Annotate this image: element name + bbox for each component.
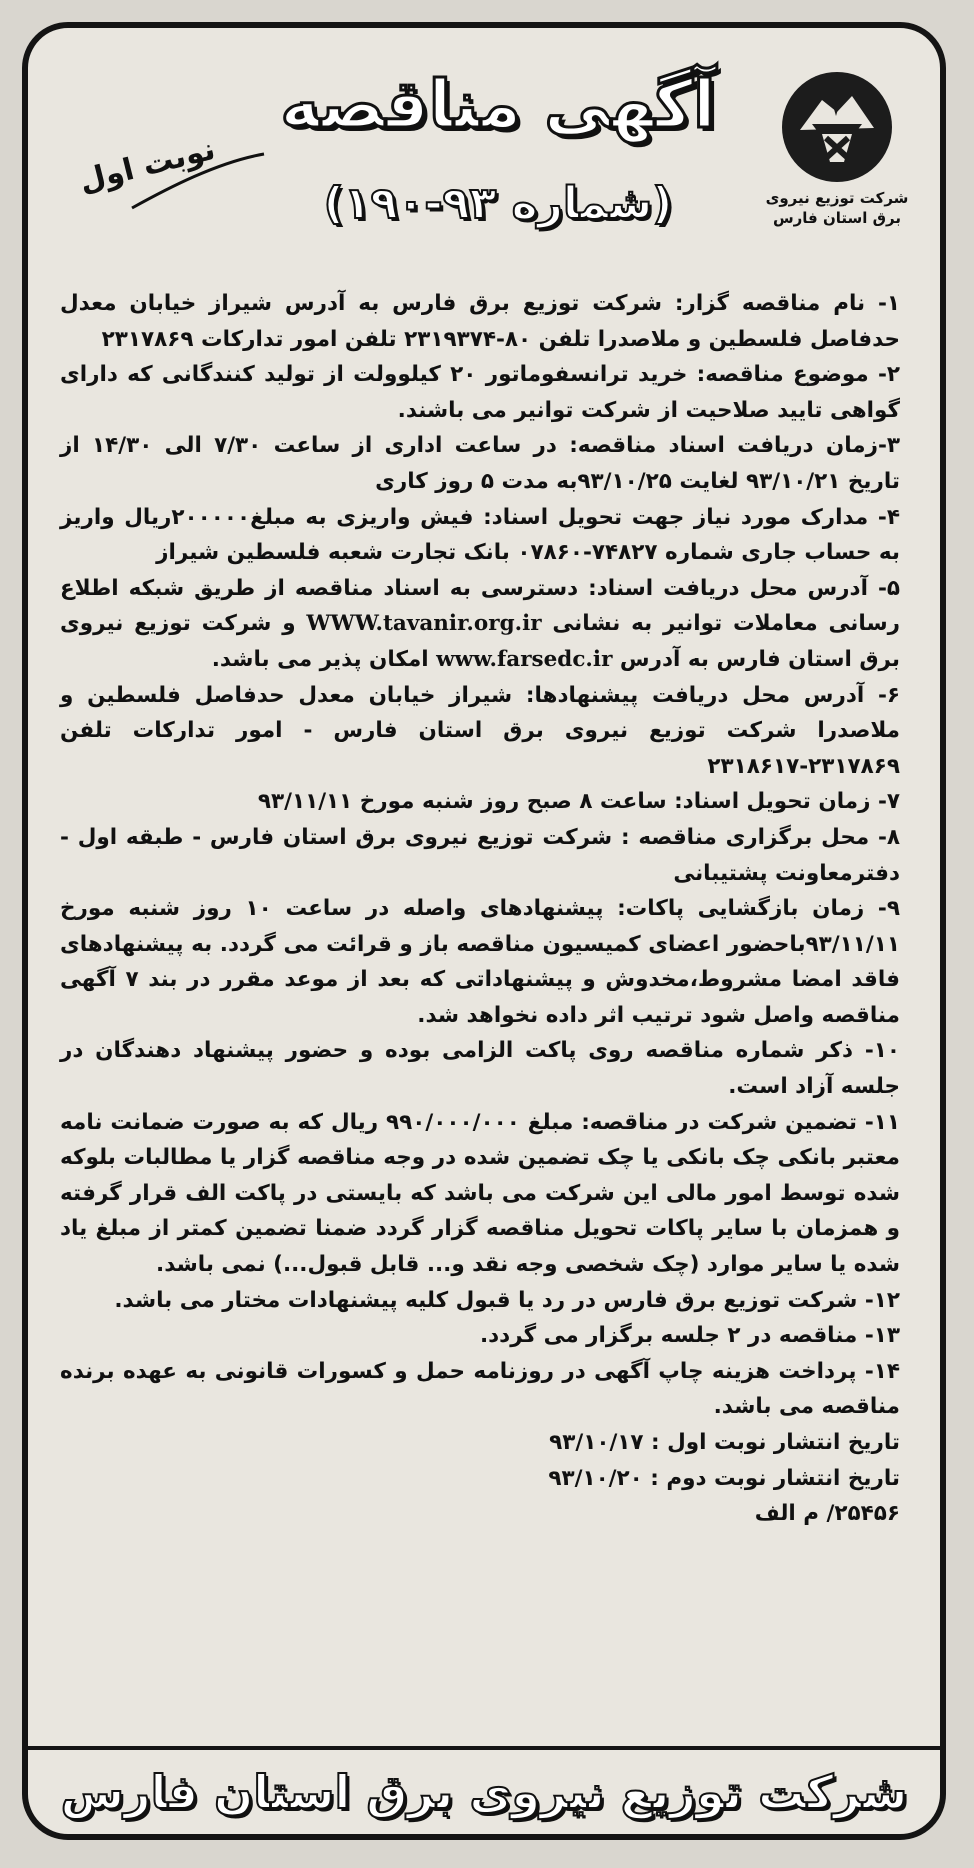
notice-title: آگهی مناقصه [280, 66, 716, 143]
publish-date-second: تاریخ انتشار نوبت دوم : ۹۳/۱۰/۲۰ [548, 1465, 900, 1491]
item-5-part1: ۵- آدرس محل دریافت اسناد: دسترسی به اسناد مناقصه از طریق شبکه اطلاع رسانی معاملات توانیر به نشانی [60, 575, 900, 637]
notice-number: (شماره ۹۳-۱۹۰) [323, 178, 673, 229]
round-underline [128, 148, 268, 218]
item-3: ۳-زمان دریافت اسناد مناقصه: در ساعت اداری از ساعت ۷/۳۰ الی ۱۴/۳۰ از تاریخ ۹۳/۱۰/۲۱ لغایت ۹۳/۱۰/۲۵به مدت ۵ روز کاری [60, 433, 900, 494]
item-6: ۶- آدرس محل دریافت پیشنهادها: شیراز خیابان معدل حدفاصل فلسطین و ملاصدرا شرکت توزیع نیروی برق استان فارس - امور تدارکات تلفن ۲۳۱۷۸۶۹-۲۳۱۸۶۱۷ [60, 682, 900, 779]
item-5 [60, 571, 900, 678]
item-12: ۱۲- شرکت توزیع برق فارس در رد یا قبول کلیه پیشنهادات مختار می باشد. [114, 1287, 900, 1313]
item-7: ۷- زمان تحویل اسناد: ساعت ۸ صبح روز شنبه مورخ ۹۳/۱۱/۱۱ [257, 789, 900, 815]
item-5-part2: و شرکت توزیع نیروی برق استان فارس به آدرس [60, 611, 900, 672]
notice-frame [22, 22, 946, 1840]
logo-caption [762, 188, 912, 228]
item-11: ۱۱- تضمین شرکت در مناقصه: مبلغ ۹۹۰/۰۰۰/۰۰۰ ریال که به صورت ضمانت نامه معتبر بانکی چک بانکی یا چک تضمین شده در وجه مناقصه گزار یا مطالبات بلوکه شده توسط امور مالی این شرکت می باشد که بایستی در پاکت الف قرار گرفته و همزمان با سایر پاکات تحویل مناقصه گزار گردد ضمنا تضمین کمتر از مبلغ یاد شده یا سایر موارد (چک شخصی وجه نقد و... قابل قبول...) نمی باشد. [60, 1109, 901, 1278]
logo-caption-line2: برق استان فارس [772, 209, 902, 227]
company-logo [782, 72, 892, 182]
item-8: ۸- محل برگزاری مناقصه : شرکت توزیع نیروی برق استان فارس - طبقه اول - دفترمعاونت پشتیبانی [60, 824, 900, 886]
item-13: ۱۳- مناقصه در ۲ جلسه برگزار می گردد. [479, 1323, 900, 1349]
reference-number: ۲۵۴۵۶/ م الف [754, 1501, 900, 1527]
item-1: ۱- نام مناقصه گزار: شرکت توزیع برق فارس به آدرس شیراز خیابان معدل حدفاصل فلسطین و ملاصدرا تلفن ۸۰-۲۳۱۹۳۷۴ تلفن امور تدارکات ۲۳۱۷۸۶۹ [60, 291, 900, 352]
notice-body [60, 286, 900, 1532]
notice-header [28, 28, 940, 283]
item-10: ۱۰- ذکر شماره مناقصه روی پاکت الزامی بوده و حضور پیشنهاد دهندگان در جلسه آزاد است. [60, 1038, 900, 1100]
item-4: ۴- مدارک مورد نیاز جهت تحویل اسناد: فیش واریزی به مبلغ۲۰۰۰۰۰ریال واریز به حساب جاری شماره ۷۴۸۲۷-۰۷۸۶۰ بانک تجارت شعبه فلسطین شیراز [60, 504, 900, 566]
item-2: ۲- موضوع مناقصه: خرید ترانسفوماتور ۲۰ کیلوولت از تولید کنندگانی که دارای گواهی تایید صلاحیت از شرکت توانیر می باشند. [60, 362, 900, 423]
publish-date-first: تاریخ انتشار نوبت اول : ۹۳/۱۰/۱۷ [549, 1430, 900, 1455]
farsedc-url-link[interactable]: www.farsedc.ir [436, 646, 613, 672]
item-9: ۹- زمان بازگشایی پاکات: پیشنهادهای واصله در ساعت ۱۰ روز شنبه مورخ ۹۳/۱۱/۱۱باحضور اعضای کمیسیون مناقصه باز و قرائت می گردد. به پیشنهادهای فاقد امضا مشروط،مخدوش و پیشنهاداتی که بعد از موعد مقرر در بند ۷ آگهی مناقصه واصل شود ترتیب اثر داده نخواهد شد. [60, 896, 900, 1028]
footer-company-name: شرکت توزیع نیروی برق استان فارس [60, 1765, 908, 1819]
round-label: نوبت اول [75, 131, 219, 200]
item-5-part3: امکان پذیر می باشد. [211, 646, 429, 672]
tavanir-url-link[interactable]: WWW.tavanir.org.ir [306, 611, 542, 637]
lightning-tower-icon [782, 72, 892, 182]
item-14: ۱۴- پرداخت هزینه چاپ آگهی در روزنامه حمل و کسورات قانونی به عهده برنده مناقصه می باشد. [60, 1358, 900, 1420]
logo-caption-line1: شرکت توزیع نیروی [765, 189, 909, 207]
